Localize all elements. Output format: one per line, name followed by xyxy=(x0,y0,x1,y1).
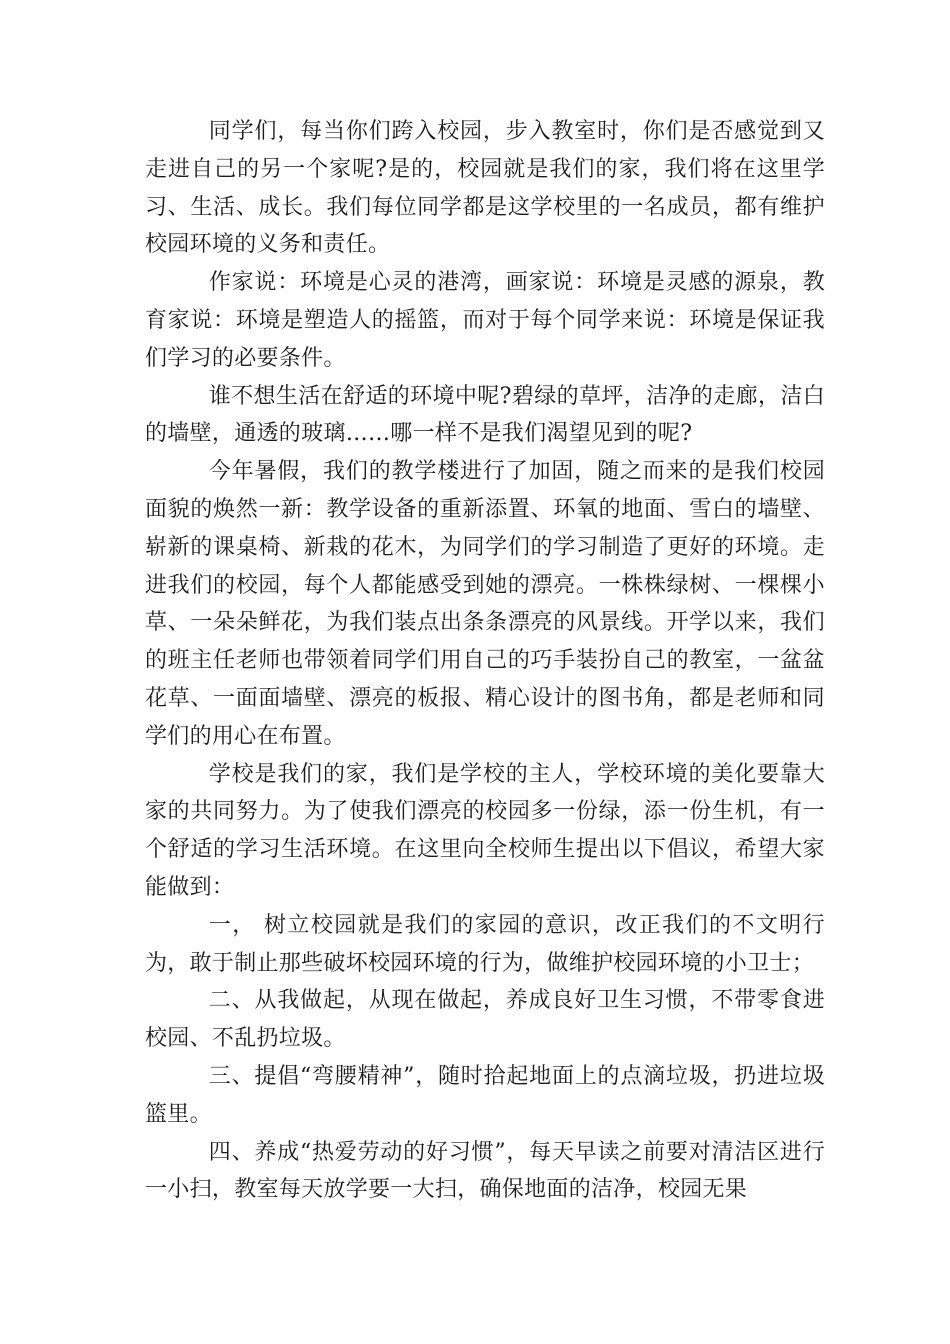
paragraph-3: 谁不想生活在舒适的环境中呢?碧绿的草坪，洁净的走廊，洁白的墙壁，通透的玻璃……哪一样不是我们渴望见到的呢? xyxy=(145,383,825,447)
paragraph-2: 作家说：环境是心灵的港湾，画家说：环境是灵感的源泉，教育家说：环境是塑造人的摇篮，而对于每个同学来说：环境是保证我们学习的必要条件。 xyxy=(145,270,825,371)
document-page xyxy=(145,113,825,1209)
proposal-item-2: 二、从我做起，从现在做起，养成良好卫生习惯，不带零食进校园、不乱扔垃圾。 xyxy=(145,988,825,1052)
proposal-item-1: 一， 树立校园就是我们的家园的意识，改正我们的不文明行为，敢于制止那些破坏校园环境的行为，做维护校园环境的小卫士； xyxy=(145,912,825,976)
proposal-item-4: 四、养成“热爱劳动的好习惯”，每天早读之前要对清洁区进行一小扫，教室每天放学要一大扫，确保地面的洁净，校园无果 xyxy=(145,1139,825,1203)
proposal-item-3: 三、提倡“弯腰精神”，随时拾起地面上的点滴垃圾，扔进垃圾篮里。 xyxy=(145,1063,825,1127)
paragraph-5: 学校是我们的家，我们是学校的主人，学校环境的美化要靠大家的共同努力。为了使我们漂亮的校园多一份绿，添一份生机，有一个舒适的学习生活环境。在这里向全校师生提出以下倡议，希望大家能做到： xyxy=(145,761,825,900)
paragraph-4: 今年暑假，我们的教学楼进行了加固，随之而来的是我们校园面貌的焕然一新：教学设备的重新添置、环氧的地面、雪白的墙壁、崭新的课桌椅、新栽的花木，为同学们的学习制造了更好的环境。走进我们的校园，每个人都能感受到她的漂亮。一株株绿树、一棵棵小草、一朵朵鲜花，为我们装点出条条漂亮的风景线。开学以来，我们的班主任老师也带领着同学们用自己的巧手装扮自己的教室，一盆盆花草、一面面墙壁、漂亮的板报、精心设计的图书角，都是老师和同学们的用心在布置。 xyxy=(145,459,825,749)
paragraph-1: 同学们，每当你们跨入校园，步入教室时，你们是否感觉到又走进自己的另一个家呢?是的，校园就是我们的家，我们将在这里学习、生活、成长。我们每位同学都是这学校里的一名成员，都有维护校园环境的义务和责任。 xyxy=(145,119,825,258)
